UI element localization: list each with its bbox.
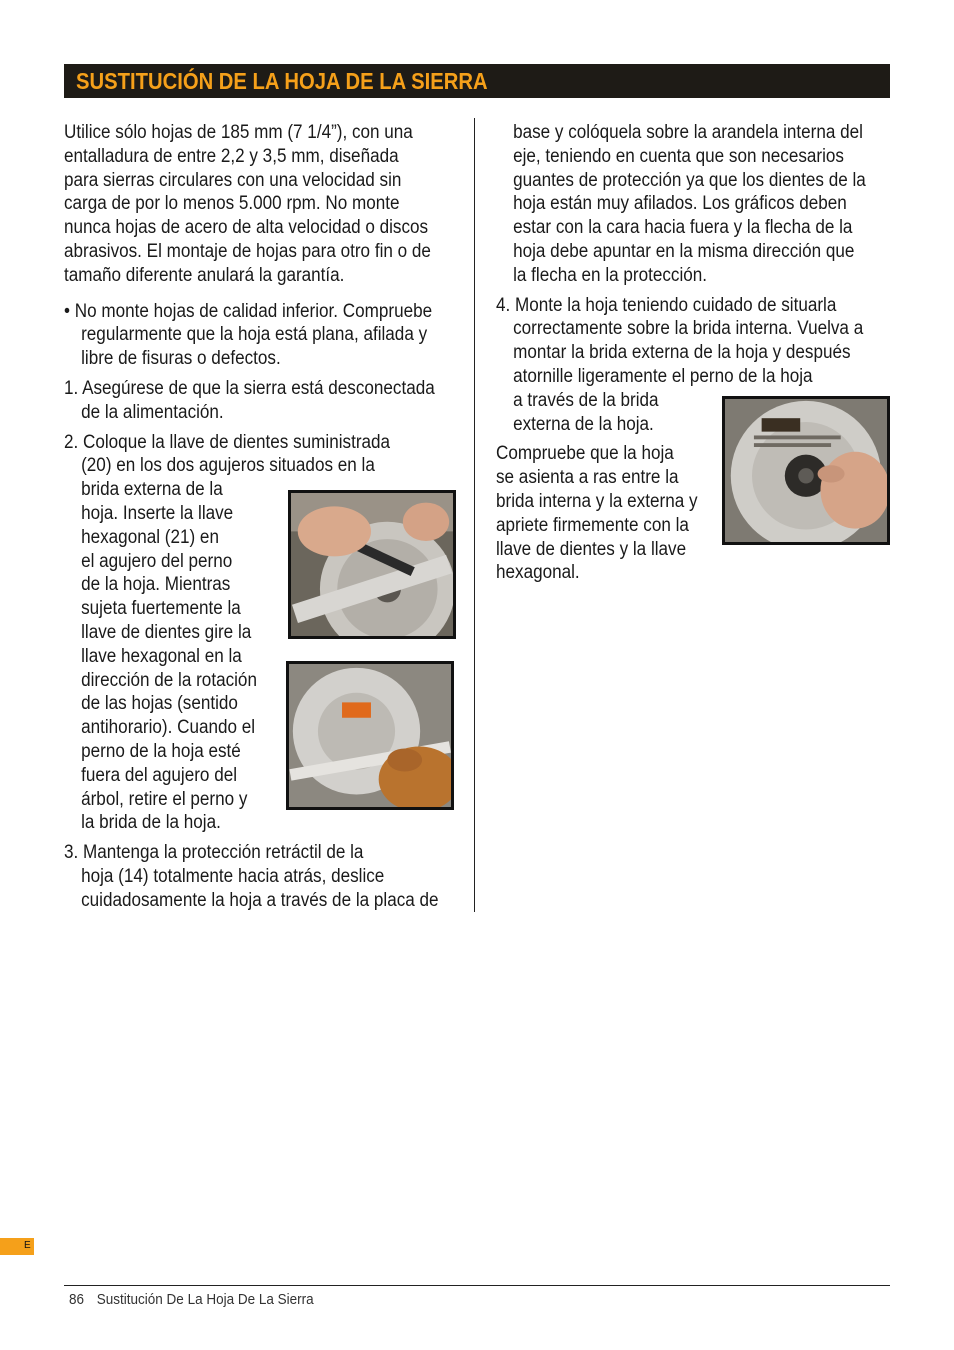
text-line: 1. Asegúrese de que la sierra está desconectada — [64, 377, 435, 399]
text-line: nunca hojas de acero de alta velocidad o discos — [64, 217, 429, 239]
bullet-item — [64, 300, 464, 371]
text-line: de la alimentación. — [81, 401, 224, 423]
text-line: 3. Mantenga la protección retráctil de la — [64, 842, 364, 864]
text-line: apriete firmemente con la — [496, 514, 689, 536]
text-line: hoja están muy afilados. Los gráficos deben — [513, 193, 847, 215]
text-line: montar la brida externa de la hoja y después — [513, 342, 851, 364]
text-line: llave hexagonal en la — [81, 645, 242, 667]
text-line: antihorario). Cuando el — [81, 717, 256, 739]
text-line: la brida de la hoja. — [81, 812, 221, 834]
text-line: hoja debe apuntar en la misma dirección que — [513, 240, 855, 262]
text-line: 2. Coloque la llave de dientes suministrada — [64, 431, 391, 453]
text-line: perno de la hoja esté — [81, 740, 241, 762]
text-line: brida interna y la externa y — [496, 490, 698, 512]
column-divider — [474, 118, 475, 912]
text-line: estar con la cara hacia fuera y la flecha de la — [513, 217, 853, 239]
text-line: tamaño diferente anulará la garantía. — [64, 264, 345, 286]
text-line: abrasivos. El montaje de hojas para otro fin o de — [64, 240, 431, 262]
intro-paragraph — [64, 121, 464, 288]
photo-blade-guard-glove — [286, 661, 454, 810]
text-line: a través de la brida — [513, 389, 659, 411]
text-line: la flecha en la protección. — [513, 264, 708, 286]
text-line: de las hojas (sentido — [81, 693, 238, 715]
text-line: árbol, retire el perno y — [81, 788, 248, 810]
text-line: atornille ligeramente el perno de la hoja — [513, 365, 813, 387]
page-number: 86 — [69, 1291, 85, 1308]
language-tab-label: E — [24, 1240, 31, 1251]
footer-rule — [64, 1285, 890, 1286]
text-line: (20) en los dos agujeros situados en la — [81, 455, 375, 477]
step-3-continued — [496, 121, 896, 288]
text-line: Utilice sólo hojas de 185 mm (7 1/4”), con una — [64, 122, 413, 143]
text-line: • No monte hojas de calidad inferior. Compruebe — [64, 300, 433, 322]
text-line: eje, teniendo en cuenta que son necesarios — [513, 145, 844, 167]
text-line: correctamente sobre la brida interna. Vuelva a — [513, 318, 864, 340]
text-line: carga de por lo menos 5.000 rpm. No monte — [64, 193, 400, 215]
text-line: dirección de la rotación — [81, 669, 257, 691]
text-line: hoja. Inserte la llave — [81, 502, 234, 524]
text-line: guantes de protección ya que los dientes de la — [513, 169, 866, 191]
text-line: libre de fisuras o defectos. — [81, 348, 281, 370]
text-line: el agujero del perno — [81, 550, 233, 572]
text-line: base y colóquela sobre la arandela interna del — [513, 122, 863, 143]
text-line: llave de dientes gire la — [81, 621, 252, 643]
text-line: hexagonal (21) en — [81, 526, 219, 548]
step-3 — [64, 841, 464, 912]
photo-mounted-blade — [722, 396, 890, 545]
text-line: para sierras circulares con una velocidad sin — [64, 169, 402, 191]
text-line: hoja (14) totalmente hacia atrás, deslice — [81, 865, 385, 887]
footer — [69, 1290, 314, 1310]
text-line: hexagonal. — [496, 562, 580, 584]
text-line: brida externa de la — [81, 479, 223, 501]
section-title: SUSTITUCIÓN DE LA HOJA DE LA SIERRA — [76, 68, 488, 94]
text-line: fuera del agujero del — [81, 764, 238, 786]
text-line: llave de dientes y la llave — [496, 538, 687, 560]
text-line: regularmente que la hoja está plana, afilada y — [81, 324, 428, 346]
footer-section-title: Sustitución De La Hoja De La Sierra — [96, 1291, 314, 1308]
text-line: entalladura de entre 2,2 y 3,5 mm, diseñada — [64, 145, 399, 167]
section-header-bar — [64, 64, 890, 98]
text-line: de la hoja. Mientras — [81, 574, 231, 596]
step-1 — [64, 377, 464, 425]
text-line: Compruebe que la hoja — [496, 443, 674, 465]
text-line: sujeta fuertemente la — [81, 598, 241, 620]
text-line: 4. Monte la hoja teniendo cuidado de situarla — [496, 294, 837, 316]
photo-wrench-on-blade — [288, 490, 456, 639]
text-line: externa de la hoja. — [513, 413, 654, 435]
language-tab — [0, 1238, 34, 1255]
text-line: se asienta a ras entre la — [496, 467, 679, 489]
text-line: cuidadosamente la hoja a través de la placa de — [81, 889, 439, 911]
